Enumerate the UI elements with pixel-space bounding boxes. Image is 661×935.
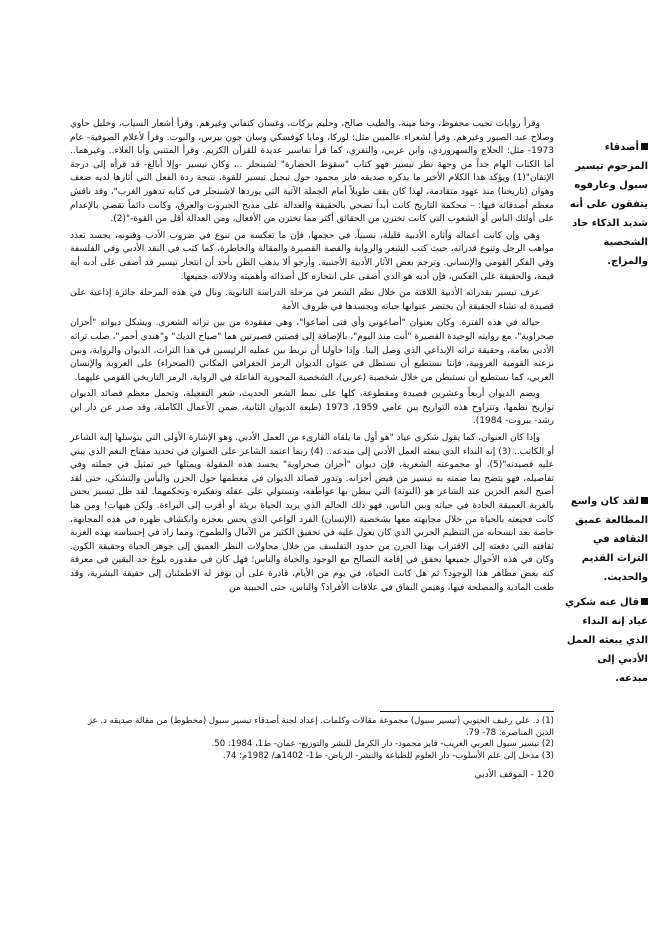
footnote-divider [380, 711, 554, 712]
sidebar-note-2 [564, 492, 648, 694]
paragraph-4: حياله في هذه الفترة. وكان بعنوان "أضاعوني وأي فتى أضاعوا"، وهي مفقودة من بين تراثه الشعري. ويشكل ديوانه "أحزان صحراوية"، مع روايته الوحيدة القصيرة "أنت منذ اليوم"، بالإضافة إلى قصتين قصيرتين هما "صياح الديك" و"هندي أحمر"، صلب تراثه الأدبي بعامة، وحقيقة تراثه الإبداعي الذي وصل إلينا. وإذا حاولنا أن نربط بين عمليه الرئيسين في هذا التراث، الديوان والرواية، وبين نزعته القومية العروبية، فإننا نستطيع أن نستظل في عنوان الديوان الرمز الجغرافي المكاني (الصحراء) على العروبة والإنسان العربي، كما نستطيع أن نستبطن من خلال شخصية (عربي)، الشخصية المحورية الفاعلة في الرواية، الرمز التاريخي القومي عليهما. [70, 318, 554, 383]
footnote-3: (3) مدخل إلى علم الأسلوب- دار العلوم للطباعة والنشر- الرياض- ط1- 1402هـ/ 1982م: 74. [222, 750, 554, 761]
paragraph-5: ويضم الديوان أربعاً وعشرين قصيدة ومقطوعة، كلها على نمط الشعر الحديث، شعر التفعيلة، وتحمل معظم قصائد الديوان تواريخ نظمها، وتتراوح هذه التواريخ بين عامي 1959، 1973 (طبعة الديوان الثانية، ضمن الأعمال الكاملة، وقد صدر عن دار ابن رشد- بيروت- 1984). [70, 389, 554, 427]
footnotes [70, 716, 554, 762]
main-text-column [70, 118, 554, 598]
page-footer: 120 - الموقف الأدبي [474, 770, 554, 780]
bullet-square-icon [641, 598, 648, 605]
footnote-2: (2) تيسير سبول العربي الغريب- فايز محمود- دار الكرمل للنشر والتوزيع- عمان- ط1، 1984: 50. [211, 739, 554, 749]
bullet-square-icon [641, 143, 648, 150]
sidebar-note-2-text: لقد كان واسع المطالعة عميق الثقافة في التراث القديم والحديث. [570, 496, 648, 583]
footnote-1: (1) د. علي رغيف الجنوبي (تيسير سبول) مجموعة مقالات وكلمات. إعداد لجنة أصدقاء تيسير سبول (مخطوط) من مقالة صديقه د. عز الدين المناصرة: 78- 79. [87, 716, 554, 738]
paragraph-1: وقرأ روايات نجيب محفوظ، وحنا مينة، والطيب صالح، وحليم بركات، وغسان كنفاني وغيرهم. وقرأ أشعار السياب، وخليل حاوي وصلاح عبد الصبور وغيرهم. وقرأ لشعراء عالميين مثل: لوركا، ومايا كوفسكي وسان جون بيرس، والبوت. وقرأ لأعلام الصوفية- عام 1973- مثل: الحلاج والسهروردي، وابن عربي، والنفري، كما قرأ تفاسير عديدة للقرآن الكريم. وقرأ المتنبي وأبا العلاء.. وغيرهما.. أما الكتاب الهام جداً من وجهة نظر تيسير فهو كتاب "سقوط الحضارة" لشبنجلر ..، وكان تيسير -وإلا أبالغ- قد قرأه إلى درجة الإتقان"(1) ويؤكد هذا الكلام الأخير ما يذكره صديقه فايز محمود حول تبجيل تيسير للقوة، نتيجة ردة الفعل التي أثارها لديه ضعف وهوان (تاريخنا) منذ عهود متقادمة، لهذا كان يقف طويلاً أمام الجملة الآتية التي يوردها لاشبنجلر في كتابه تدهور الغرب"، وقد ناقش معظم أصدقائه فيها: – محكمة التاريخ كانت أبداً تضحي بالحقيقة والعدالة على مذبح الجبروت والعرق، وكانت دائماً تقضي بالإعدام على أولئك الناس أو الشعوب التي كانت تختزن من الحقائق أكثر مما تختزن من الأفعال، ومن العدالة أقل من القوة-"(2). [70, 119, 554, 225]
sidebar-note-1 [564, 138, 648, 271]
sidebar-note-1-text: أصدقاء المرحوم تيسير سبول وعارفوه يتفقون على أنه شديد الذكاء حاد الشخصية والمزاج. [569, 142, 648, 267]
paragraph-3: عرف تيسير بقدراته الأدبية اللافتة من خلال نظم الشعر في مرحلة الدراسة الثانوية. ونال في هذه المرحلة جائزة إذاعية على قصيدة له تشاء الحقيقة أن يختصر عنوانها حياته ويجسدها في ظروف الأمة [70, 288, 554, 312]
sidebar-note-3 [564, 593, 648, 688]
sidebar-note-3-text: قال عنه شكري عياد إنه النداء الذي يبعثه العمل الأدبي إلى مبدعه. [565, 597, 648, 684]
paragraph-2: وهي وإن كانت أعماله وآثاره الأدبية قليلة، نسبياً، في حجمها، فإن ما تعكسه من تنوع في ضروب الأدب وفنونه، يجسد تعدد مواهب الرجل وتنوع قدراته، حيث كتب الشعر والرواية والقصة القصيرة والمقالة والخاطرة، كما كتب في النقد الأدبي وفي الفلسفة وفي الفكر القومي والإنساني. وترجم بعض الآثار الأدبية الأجنبية. وأرجو ألا يذهب الظن بأحد أن انتحار تيسير قد أضفى على أدبه أية قيمة، والحقيقة على العكس، فإن أدبه هو الذي أضفى على انتحاره كل أصدائه وأهميته ودلالاته جميعها. [70, 230, 554, 282]
bullet-square-icon [641, 497, 648, 504]
paragraph-6: وإذا كان العنوان، كما يقول شكري عياد "هو أول ما يلقاه القارىء من العمل الأدبي. وهو الإشارة الأولى التي يتوسلها إليه الشاعر أو الكاتب.. (3) إنه النداء الذي يبعثه العمل الأدبي إلى مبدعه.. (4) ربما اعتمد الشاعر على العنوان في تحديد مفتاح النغم الذي يبني عليه قصيدته"(5)، أو مجموعته الشعرية، فإن ديوان "أحزان صحراوية" يجسد هذه المقولة ويمثلها خير تمثيل في جملته وفي تفاصيله، فهو يتضح بما ضمنه به تيسير من فيض أحزانه. وتدور قصائد الديوان في معظمها حول الحزن واليأس والتشكي، حتى لقد أصبح النغم الحزين عند الشاعر هو (النوتة) التي يبطن بها عواطفه، وتستولي على عقله وتفكيره وتحكمهما. لقد ظل تيسير يحس بالغربة العميقة الحادة في حياته وبين الناس، فهو ذلك الحالم الذي يريد الحياة بريئة أو أقرب إلى البراءة. ولكن هيهات! ومن هنا كانت فجيعته بالحياة من خلال مجابهته معها بشخصية (الإنسان) الفرد الواعي الذي يحس بعجزه وانكشاف ظهره في هذه المجابهة، خاصة بعد انسحابه من التنظيم الحربي الذي كان يعول عليه في تحقيق الكثير من الآمال والطموح. ومما زاد في إحساسه بهذه الغربة ثقافته التي دفعته إلى الاقتراب بهذا الحزن من حدود التفلسف من خلال محاولات النظر العميق إلى جوهر الحياة وحقيقة الكون. وكان في هذه الأحوال جميعها يخفق في إقامة التصالح مع الوجود والحياة والناس؛ فهل كان في مقدوره بلوغ حد اليقين في معرفة كنه بعض مظاهر هذا الوجود؟ ثم هل كانت الحياة، في يوم من الأيام، قادرة على أن توفر له الاطمئنان إلى حقيقة البشرية، وقد طغت المادية والمصلحة فيها، وهيمن النفاق في علاقات الأفراد؟ والناس، حتى الحبيبة من [70, 433, 555, 593]
